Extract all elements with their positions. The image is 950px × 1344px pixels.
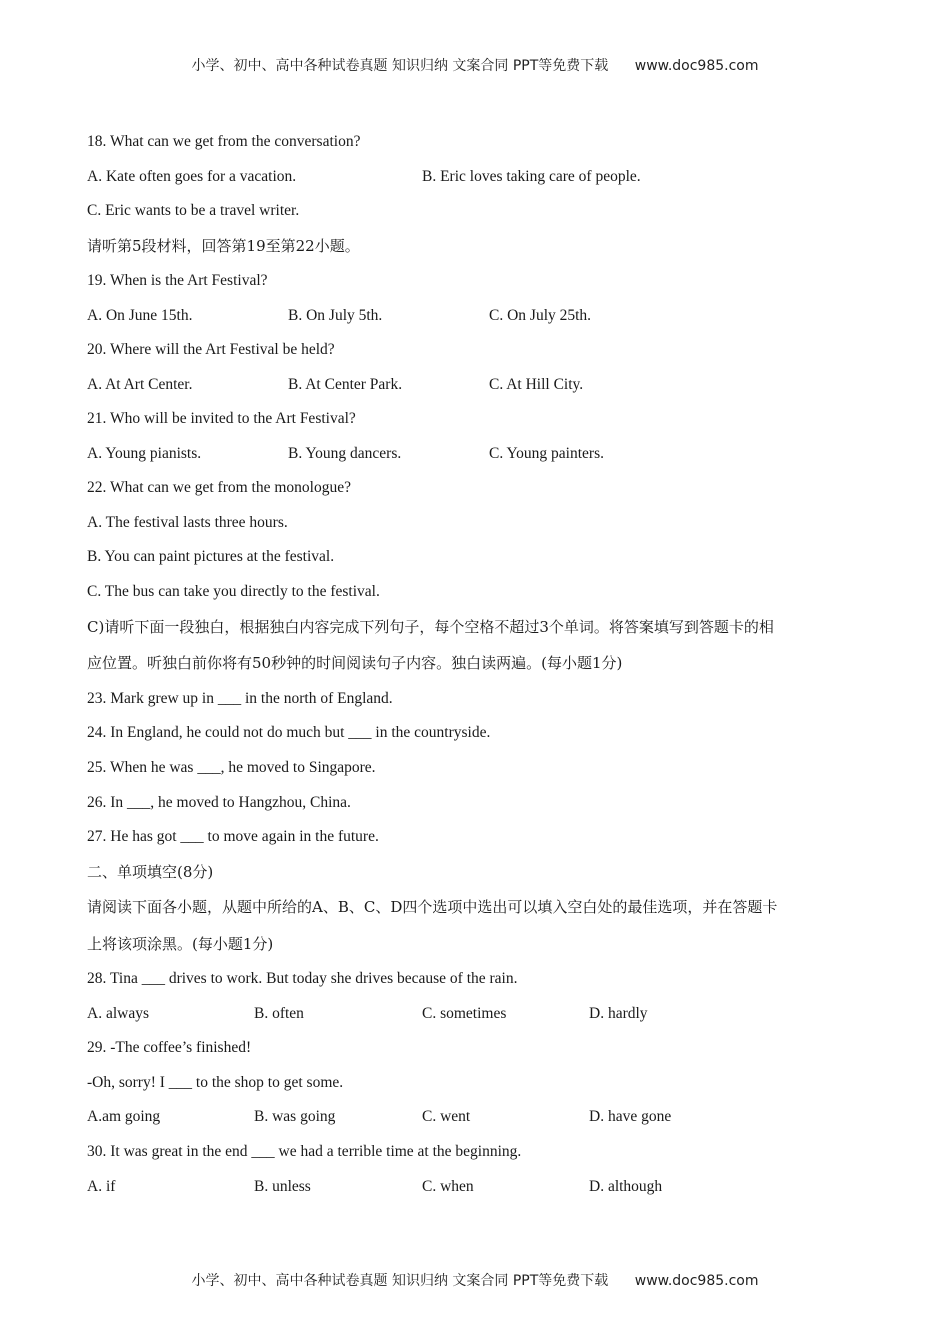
q29-option-c: C. went <box>422 1108 471 1125</box>
q27: 27. He has got ___ to move again in the future. <box>87 828 379 845</box>
q29-option-b: B. was going <box>254 1108 336 1125</box>
q21-option-a: A. Young pianists. <box>87 445 202 462</box>
q23: 23. Mark grew up in ___ in the north of England. <box>87 690 393 707</box>
section5-instruction: 请听第5段材料，回答第19至第22小题。 <box>87 237 360 255</box>
q18-stem: 18. What can we get from the conversation? <box>87 133 361 150</box>
q26: 26. In ___, he moved to Hangzhou, China. <box>87 794 351 811</box>
q28-option-b: B. often <box>254 1005 304 1022</box>
q28-stem: 28. Tina ___ drives to work. But today she drives because of the rain. <box>87 970 518 987</box>
partc-instruction-line1: C)请听下面一段独白，根据独白内容完成下列句子，每个空格不超过3个单词。将答案填写到答题卡的相 <box>87 618 774 636</box>
q22-stem: 22. What can we get from the monologue? <box>87 479 351 496</box>
q29-stem-line2: -Oh, sorry! I ___ to the shop to get some. <box>87 1074 344 1091</box>
q30-option-d: D. although <box>589 1178 663 1195</box>
q19-stem: 19. When is the Art Festival? <box>87 272 268 289</box>
footer-text: 小学、初中、高中各种试卷真题 知识归纳 文案合同 PPT等免费下载 <box>191 1273 609 1289</box>
part2-instruction-line1: 请阅读下面各小题，从题中所给的A、B、C、D四个选项中选出可以填入空白处的最佳选项，并在答题卡 <box>87 898 778 916</box>
q30-option-c: C. when <box>422 1178 474 1195</box>
partc-instruction-line2: 应位置。听独白前你将有50秒钟的时间阅读句子内容。独白读两遍。(每小题1分) <box>87 654 623 672</box>
part2-instruction-line2: 上将该项涂黑。(每小题1分) <box>87 935 274 953</box>
q21-option-b: B. Young dancers. <box>288 445 402 462</box>
q20-option-c: C. At Hill City. <box>489 376 584 393</box>
q18-option-a: A. Kate often goes for a vacation. <box>87 168 297 185</box>
q25: 25. When he was ___, he moved to Singapore. <box>87 759 376 776</box>
q30-option-b: B. unless <box>254 1178 311 1195</box>
header-url[interactable]: www.doc985.com <box>634 58 759 74</box>
header-text: 小学、初中、高中各种试卷真题 知识归纳 文案合同 PPT等免费下载 <box>191 58 609 74</box>
q21-stem: 21. Who will be invited to the Art Festival? <box>87 410 356 427</box>
q28-option-d: D. hardly <box>589 1005 648 1022</box>
q29-stem-line1: 29. -The coffee’s finished! <box>87 1039 252 1056</box>
page-footer <box>0 1270 950 1290</box>
q19-option-c: C. On July 25th. <box>489 307 592 324</box>
q20-stem: 20. Where will the Art Festival be held? <box>87 341 335 358</box>
q29-option-d: D. have gone <box>589 1108 672 1125</box>
q24: 24. In England, he could not do much but ___ in the countryside. <box>87 724 491 741</box>
q19-option-a: A. On June 15th. <box>87 307 193 324</box>
q22-option-a: A. The festival lasts three hours. <box>87 514 288 531</box>
q30-option-a: A. if <box>87 1178 116 1195</box>
q22-option-b: B. You can paint pictures at the festival. <box>87 548 335 565</box>
q28-option-a: A. always <box>87 1005 149 1022</box>
q18-option-b: B. Eric loves taking care of people. <box>422 168 641 185</box>
q22-option-c: C. The bus can take you directly to the festival. <box>87 583 380 600</box>
q30-stem: 30. It was great in the end ___ we had a terrible time at the beginning. <box>87 1143 522 1160</box>
q21-option-c: C. Young painters. <box>489 445 604 462</box>
q20-option-b: B. At Center Park. <box>288 376 403 393</box>
part2-title: 二、单项填空(8分) <box>87 863 214 881</box>
q28-option-c: C. sometimes <box>422 1005 507 1022</box>
q29-option-a: A.am going <box>87 1108 161 1125</box>
q18-option-c: C. Eric wants to be a travel writer. <box>87 202 300 219</box>
footer-url[interactable]: www.doc985.com <box>634 1273 759 1289</box>
page-header <box>0 55 950 75</box>
q20-option-a: A. At Art Center. <box>87 376 193 393</box>
q19-option-b: B. On July 5th. <box>288 307 383 324</box>
